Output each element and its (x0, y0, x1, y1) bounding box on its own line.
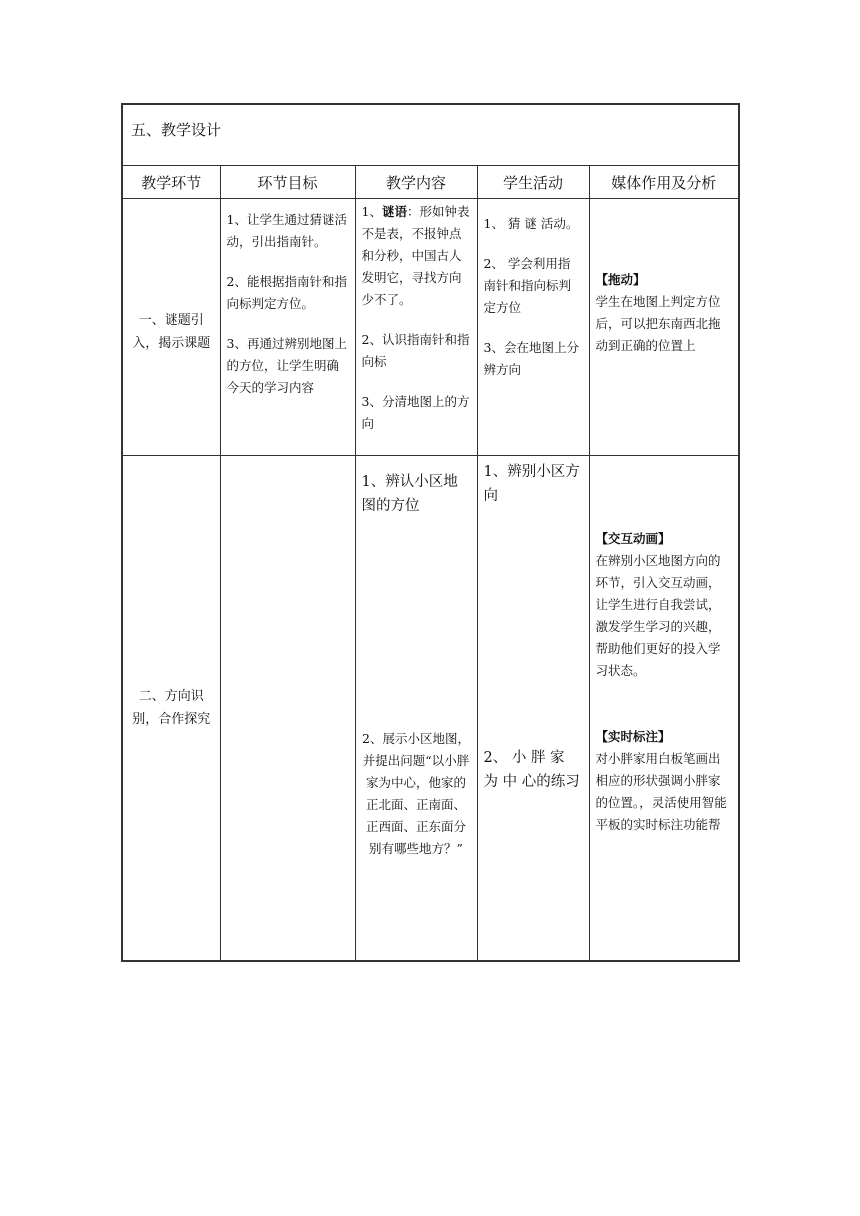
media-text: 在辨别小区地图方向的环节，引入交互动画，让学生进行自我尝试，激发学生学习的兴趣，帮助他们更好的投入学习状态。 (595, 553, 721, 678)
media-cell (589, 456, 739, 961)
header-goal: 环节目标 (220, 166, 355, 199)
content-item: 2、展示小区地图，并提出问题“以小胖家为中心，他家的正北面、正南面、正西面、正东面分别有哪些地方？” (362, 731, 470, 856)
riddle-label: 谜语 (381, 204, 407, 219)
header-content: 教学内容 (355, 166, 477, 199)
content-item: 2、认识指南针和指向标 (361, 332, 470, 369)
teaching-design-frame (121, 103, 738, 949)
media-tag: 【拖动】 (595, 272, 646, 287)
goals-cell (220, 199, 355, 456)
media-text: 学生在地图上判定方位后，可以把东南西北拖动到正确的位置上 (595, 294, 721, 353)
goals-cell (220, 456, 355, 961)
stage-cell (122, 199, 220, 456)
activity-item: 2、 学会利用指南针和指向标判定方位 (483, 256, 572, 315)
activity-cell (477, 199, 589, 456)
header-activity: 学生活动 (477, 166, 589, 199)
header-media: 媒体作用及分析 (589, 166, 739, 199)
content-item: 3、分清地图上的方向 (361, 394, 470, 431)
activity-item: 3、会在地图上分辨方向 (483, 340, 579, 377)
activity-item: 2、 小 胖 家 为 中 心的练习 (483, 750, 580, 790)
goal-item: 3、再通过辨别地图上的方位，让学生明确今天的学习内容 (226, 336, 347, 395)
content-cell (355, 199, 477, 456)
table-row (122, 456, 739, 961)
goal-item: 2、能根据指南针和指向标判定方位。 (226, 274, 347, 311)
header-stage: 教学环节 (122, 166, 220, 199)
content-cell (355, 456, 477, 961)
stage-cell (122, 456, 220, 961)
teaching-design-table (121, 103, 740, 962)
stage-label: 一、谜题引入，揭示课题 (132, 313, 211, 351)
goal-empty (221, 456, 355, 462)
media-tag: 【实时标注】 (595, 729, 671, 744)
activity-cell (477, 456, 589, 961)
riddle-text: ：形如钟表不是表，不报钟点和分秒，中国古人发明它，寻找方向少不了。 (361, 204, 470, 307)
content-item: 1、辨认小区地图的方位 (361, 474, 458, 514)
goal-item: 1、让学生通过猜谜活动，引出指南针。 (226, 212, 347, 249)
media-tag: 【交互动画】 (595, 531, 671, 546)
riddle-prefix: 1、 (361, 204, 382, 219)
activity-item: 1、辨别小区方向 (483, 464, 580, 504)
header-row (122, 166, 739, 199)
section-title: 五、教学设计 (122, 104, 739, 166)
activity-item: 1、 猜 谜 活动。 (483, 216, 579, 231)
media-text: 对小胖家用白板笔画出相应的形状强调小胖家的位置。，灵活使用智能平板的实时标注功能帮 (595, 751, 727, 832)
media-cell (589, 199, 739, 456)
stage-label: 二、方向识别，合作探究 (132, 688, 211, 727)
riddle-item (362, 201, 471, 311)
table-row (122, 199, 739, 456)
